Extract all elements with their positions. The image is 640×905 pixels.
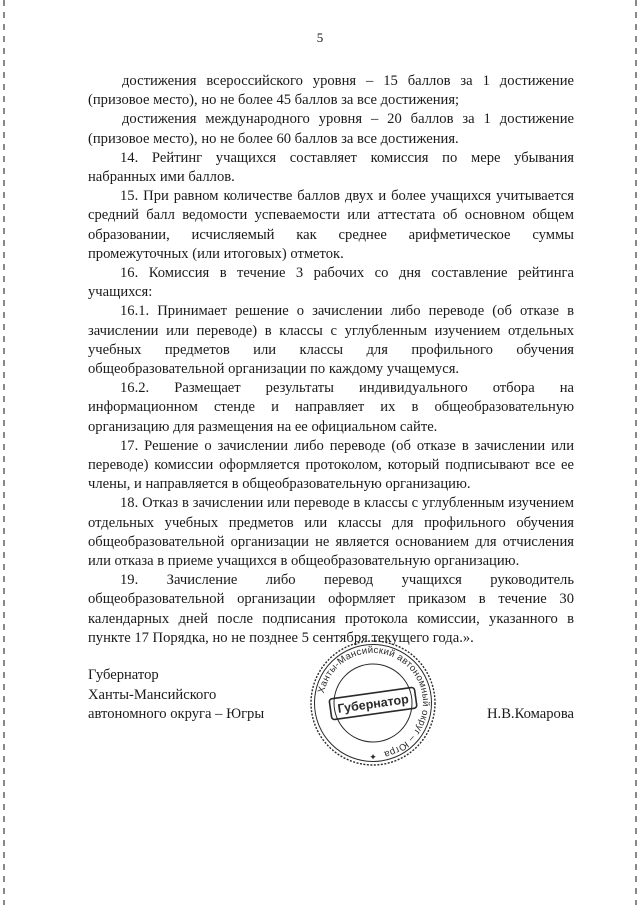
paragraph: 15. При равном количестве баллов двух и более учащихся учитывается средний балл ведомости успеваемости или аттестата об основном общем образовании, исчисляемый как среднее арифметическое суммы промежуточных (или итоговых) отметок. <box>88 188 574 262</box>
paragraph: 16. Комиссия в течение 3 рабочих со дня составление рейтинга учащихся: <box>88 265 574 301</box>
signature-block <box>88 644 574 796</box>
official-seal <box>308 638 438 768</box>
signatory-name: Н.В.Комарова <box>487 706 574 722</box>
document-body <box>88 72 574 648</box>
seal-star-icon: ✦ <box>369 752 377 762</box>
page-number: 5 <box>316 30 324 45</box>
paragraph: 16.1. Принимает решение о зачислении либо переводе (об отказе в зачислении или переводе) в классы с углубленным изучением отдельных учебных предметов или классы для профильного обучения общеобразовательной организации по каждому учащемуся. <box>88 303 574 378</box>
position-line: Ханты-Мансийского <box>88 686 217 703</box>
seal-center-stamp <box>329 687 417 720</box>
position-line: автономного округа – Югры <box>88 706 265 722</box>
seal-center-text: Губернатор <box>336 692 410 716</box>
scan-edge-left <box>3 0 5 905</box>
paragraph: достижения всероссийского уровня – 15 баллов за 1 достижение (призовое место), но не более 45 баллов за все достижения; <box>88 73 574 109</box>
signatory-position <box>88 666 264 725</box>
paragraph: 19. Зачисление либо перевод учащихся руководитель общеобразовательной организации оформляет приказом в течение 30 календарных дней после подписания протокола комиссии, указанного в пункте 17 Порядка, но не позднее 5 сентября текущего года.». <box>88 572 574 646</box>
paragraph: 16.2. Размещает результаты индивидуального отбора на информационном стенде и направляет их в общеобразовательную организацию для размещения на ее официальном сайте. <box>88 380 574 435</box>
seal-ring-text: Ханты-Мансийский автономный округ – Югра <box>316 644 432 760</box>
position-line: Губернатор <box>88 667 159 683</box>
paragraph: 17. Решение о зачислении либо переводе (об отказе в зачислении или переводе) комиссии оформляется протоколом, который подписывают все ее члены, и направляется в общеобразовательную организацию. <box>88 437 574 493</box>
paragraph: 14. Рейтинг учащихся составляет комиссия по мере убывания набранных ими баллов. <box>88 149 574 186</box>
paragraph: достижения международного уровня – 20 баллов за 1 достижение (призовое место), но не более 60 баллов за все достижения. <box>88 111 574 147</box>
paragraph: 18. Отказ в зачислении или переводе в классы с углубленным изучением отдельных учебных предметов или классы для профильного обучения общеобразовательной организации не является основанием для отчисления или отказа в приеме учащихся в общеобразовательную организацию. <box>88 495 574 570</box>
scan-edge-right <box>635 0 637 905</box>
